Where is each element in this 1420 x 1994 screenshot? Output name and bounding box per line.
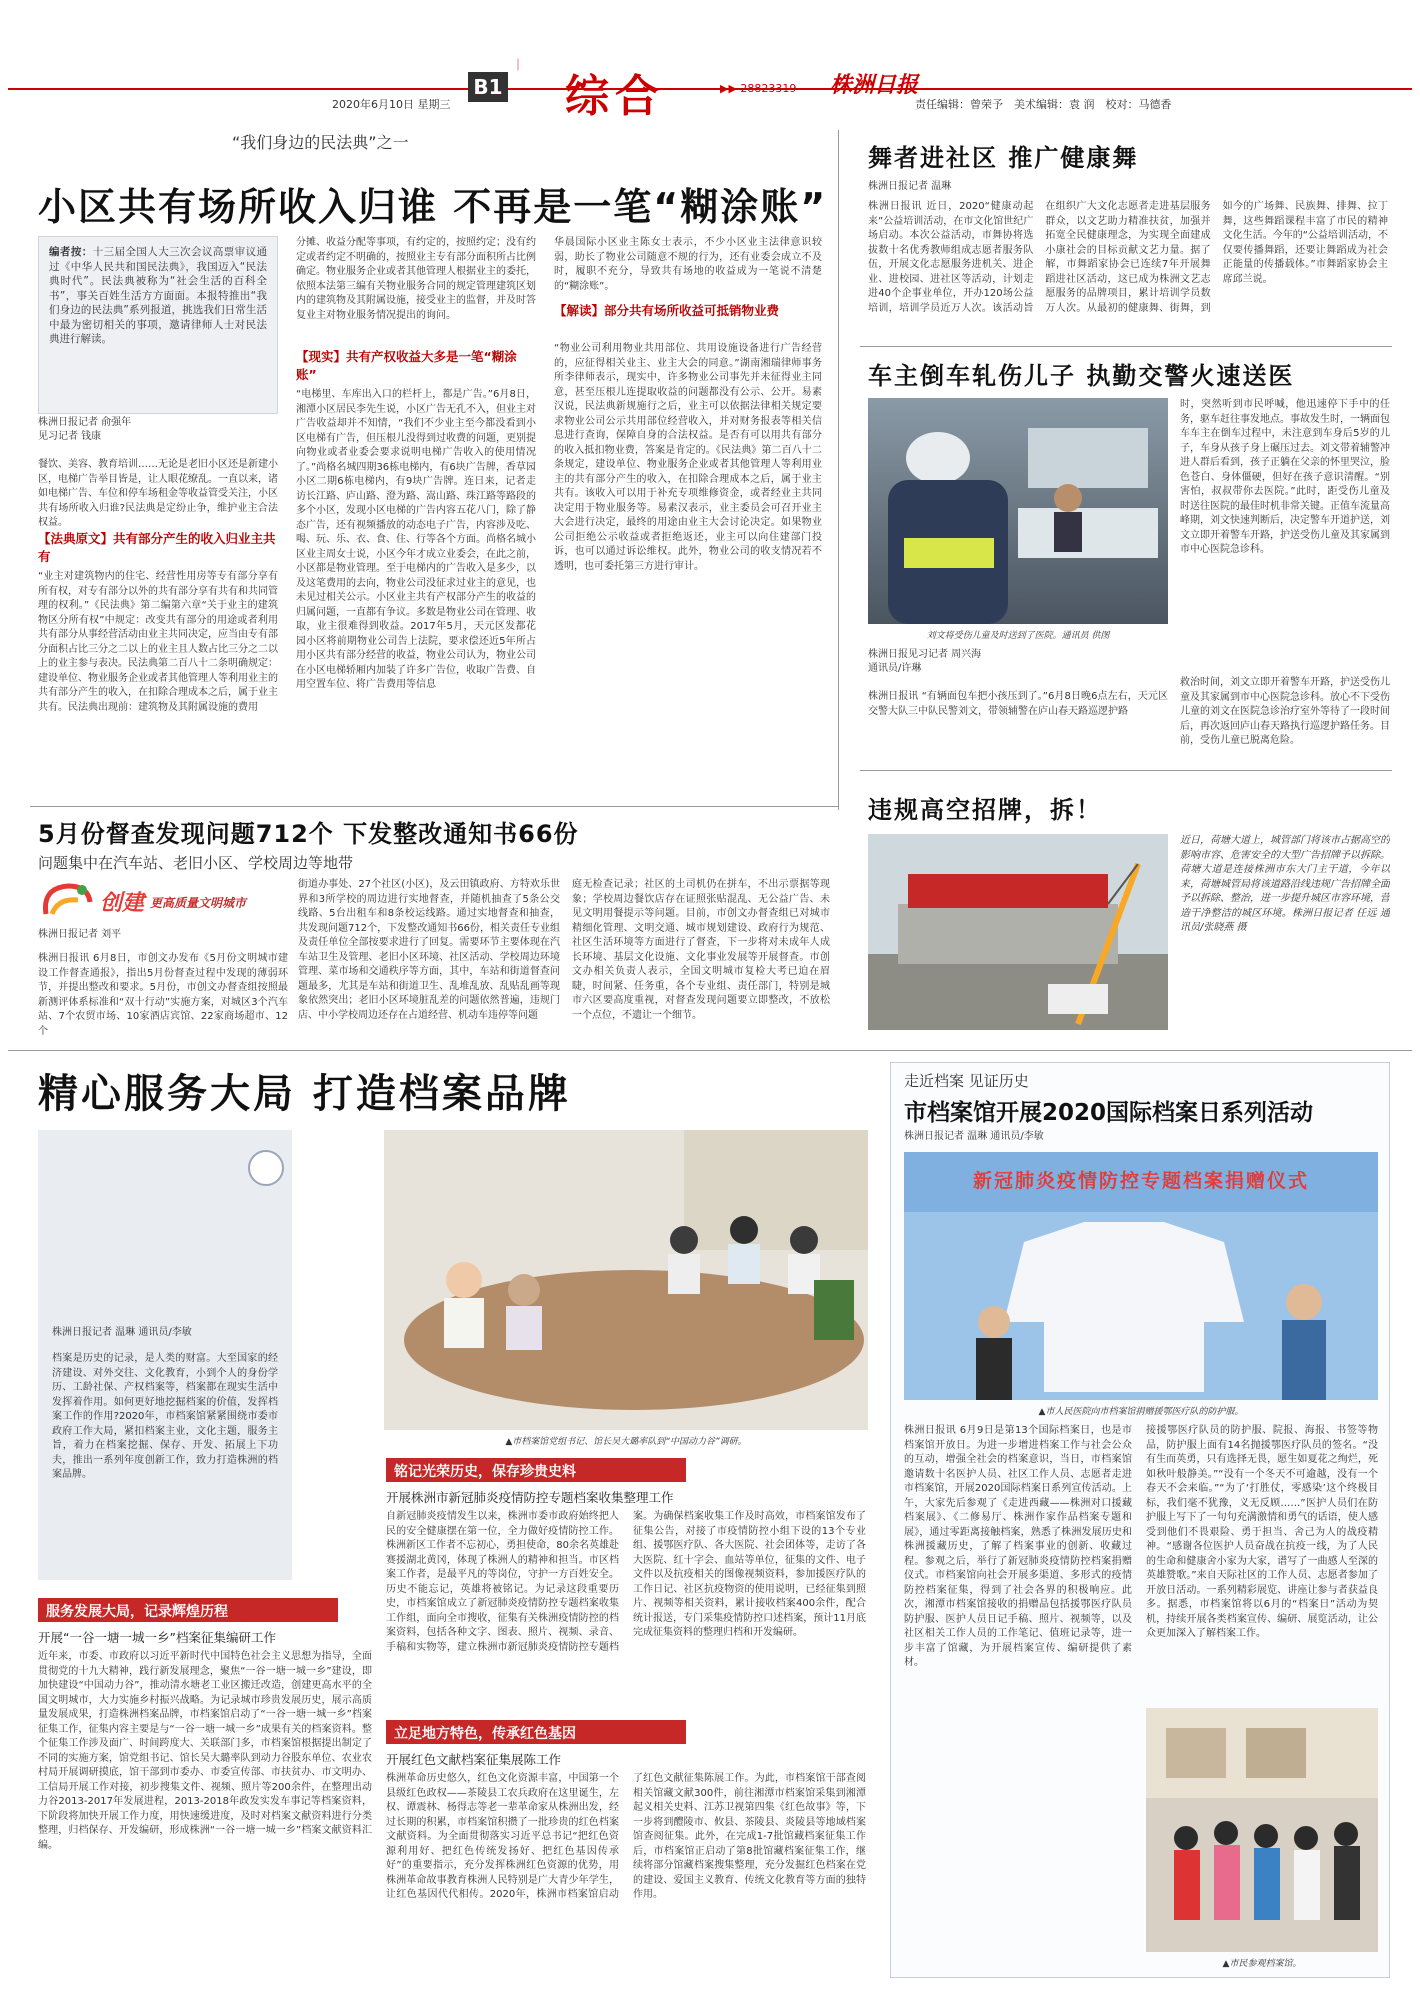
sec2-text: 自新冠肺炎疫情发生以来，株洲市委市政府始终把人民的安全健康摆在第一位，全力做好疫情防控工作。株洲新区工作者不忘初心，勇担使命，80余名英雄赴赛援湖北黄冈，体现了株洲人的精神和担当。市区档案工作者，是最平凡的等岗位，守护一方百姓安全。历史不能忘记，英雄将被铭记。为记录这段重要历史，市档案馆成立了新冠肺炎疫情防控专题档案收集工作组，面向全市搜收，征集有关株洲疫情防控的档案资料，包括各种文字、图表、照片、视频、录音、手稿和实物等，建立株洲市新冠肺炎疫情防控专题档案。为确保档案收集工作及时高效，市档案馆发布了征集公告，对接了市疫情防控小组下设的13个专业组、援鄂医疗队、各大医院、社会团体等，走访了各大医院、红十字会、血站等单位，征集的文件、电子文件以及抗疫相关的图像视频资料，参加援医疗队的工作日记、社区抗疫物资的使用说明，已经征集到照片、视频等相关资料，累计接收档案400余件，配合统计报送，专门采集疫情防控口述档案，预计11月底完成征集资料的整理归档和开发编研。 xyxy=(386,1511,866,1653)
article3-lead: 株洲日报讯 “有辆面包车把小孩压到了。”6月8日晚6点左右，天元区交警大队三中队民警刘文，带领辅警在庐山春天路巡逻护路 xyxy=(868,691,1168,717)
civilization-logo-text: 创建 xyxy=(100,891,145,916)
article4-caption: 近日，荷塘大道上，城管部门将该市占据高空的影响市容、危害安全的大型广告招牌予以拆除。荷塘大道是连接株洲市东大门主干道，今年以来，荷塘城管局将该道路沿线违规广告招牌全面予以拆除、整治，进一步提升城区市容环境，营造干净整洁的城区环境。株洲日报记者 任远 通讯员/张晓燕 摄 xyxy=(1180,835,1390,933)
article3-title: 车主倒车轧伤儿子 执勤交警火速送医 xyxy=(868,362,1295,390)
article-divider xyxy=(30,806,838,807)
article7-text2: 接援鄂医疗队员的防护服、院报、海报、书签等物品，防护服上面有14名抛援鄂医疗队员的签名。“没有生而英勇，只有选择无畏，愿生如夏花之绚烂，死如秋叶般静美。”“没有一个冬天不可逾越，没有一个春天不会来临。”“为了‘打胜仗，零感染’这个终极目标，我们毫不犹豫，义无反顾……”医护人员们在防护服上写下了一句句充满激情和勇气的话语，使人感受到他们不畏艰险、勇于担当、舍己为人的战疫精神。“感谢各位医护人员奋战在抗疫一线，为了人民的生命和健康舍小家为大家，谱写了一曲感人至深的英雄赞歌。”来自天际社区的工作人员、志愿者参加了开放日活动。一系列精彩展览、讲座让参与者获益良多。据悉，市档案馆将以6月的“档案日”活动为契机，持续开展各类档案宣传、编研、展览活动，让公众更加深入了解档案工作。 xyxy=(1146,1425,1378,1639)
article1-text1: “业主对建筑物内的住宅、经营性用房等专有部分享有所有权，对专有部分以外的共有部分享有共有和共同管理的权利。”《民法典》第二编第六章“关于业主的建筑物区分所有权”中规定：改变共有部分的用途或者利用共有部分从事经营活动由业主共同决定，应当由专有部分面积占比三分之二以上的业主且人数占比三分之二以上的业主参与表决。民法典第二百八十二条明确规定：建设单位、物业服务企业或者其他管理人等利用业主的共有部分产生的收入，在扣除合理成本之后，属于业主共有。民法典出现前：建筑物及其附属设施的费用 xyxy=(38,571,278,713)
article7-title: 市档案馆开展2020国际档案日系列活动 xyxy=(904,1100,1314,1126)
article7-kicker: 走近档案 见证历史 xyxy=(904,1072,1029,1090)
sec3-text: 株洲革命历史悠久，红色文化资源丰富，中国第一个县级红色政权——茶陵县工农兵政府在这里诞生，左权、谭震林、杨得志等老一辈革命家从株洲出发，经过长期的积累，市档案馆积攒了一批珍贵的红色档案文献资料。为全面贯彻落实习近平总书记“把红色资源利用好、把红色传统发扬好、把红色基因传承好”的重要指示，充分发挥株洲红色资源的优势，用株洲革命故事教育株洲人民特别是广大青少年学生，让红色基因代代相传。2020年，株洲市档案馆启动了红色文献征集陈展工作。为此，市档案馆干部查阅相关馆藏文献300件，前往湘潭市档案馆采集到湘潭起义相关史料、江苏卫视第四集《红色故事》等，下一步将到醴陵市、攸县、茶陵县、炎陵县等地域档案馆查阅征集。此外，在完成1-7批馆藏档案征集工作后，市档案馆正启动了第8批馆藏档案征集工作，继续将部分馆藏档案搜集整理，充分发掘红色档案在党的建设、爱国主义教育、传统文化教育等方面的独特作用。 xyxy=(386,1773,866,1900)
article7-text: 株洲日报讯 6月9日是第13个国际档案日，也是市档案馆开放日。为进一步增进档案工作与社会公众的互动，增强全社会的档案意识，当日，市档案馆邀请数十名医护人员、社区工作人员、志愿者走进市档案馆，开展2020国际档案日系列宣传活动。上午，大家先后参观了《走进西藏——株洲对口援藏档案展》、《二修易厅、株洲作家作品档案专题和展》，通过零距离接触档案，熟悉了株洲发展历史和株洲援藏历史，了解了档案事业的创新、收藏过程。参观之后，举行了新冠肺炎疫情防控档案捐赠仪式。市档案馆向社会开展多渠道、多形式的疫情防控档案征集，得到了社会各界的积极响应。此次，湘潭市档案馆接收的捐赠品包括援鄂医疗队员防护服、医护人员日记手稿、照片、视频等，以及社区相关工作人员的工作笔记、值班记录等，进一步丰富了馆藏，为开展档案宣传、编研提供了素材。 xyxy=(904,1425,1132,1668)
sec3-banner xyxy=(386,1720,686,1744)
article1-title: 小区共有场所收入归谁 不再是一笔“糊涂账” xyxy=(38,185,828,229)
article1-byline: 株洲日报记者 俞强年 见习记者 钱康 xyxy=(38,417,132,442)
article1-sub1: 【法典原文】共有部分产生的收入归业主共有 xyxy=(38,531,276,564)
sec2-title: 铭记光荣历史，保存珍贵史料 xyxy=(394,1464,576,1480)
article2-byline: 株洲日报记者 温琳 xyxy=(868,181,952,192)
article6-intro: 档案是历史的记录，是人类的财富。大至国家的经济建设、对外交往、文化教育，小到个人的身份学历、工龄社保、产权档案等，档案都在现实生活中发挥着作用。如何更好地挖掘档案的价值，发挥档案工作的作用?2020年，市档案馆紧紧围绕市委市政府工作大局，紧扣档案主业，文化主题，服务主旨，着力在档案挖掘、保存、开发、拓展上下功夫，推出一系列年度创新工作，致力打造株洲的档案品牌。 xyxy=(52,1353,278,1480)
article3-text-right: 时，突然听到市民呼喊，他迅速停下手中的任务，驱车赶往事发地点。事故发生时，一辆面包车车主在倒车过程中，未注意到车身后5岁的儿子，车身从孩子身上碾压过去。刘文带着辅警冲进人群后看到，孩子正躺在父亲的怀里哭泣，脸色苍白、身体僵硬，但好在孩子意识清醒。“别害怕，叔叔带你去医院。”此时，距受伤儿童及时送往医院的最佳时机非常关键。正值车流量高峰期，刘文快速判断后，决定警车开道护送，刘文立即开着警车开路，护送受伤儿童及其家属到市中心医院急诊科。 xyxy=(1180,399,1390,555)
paper-logo: 株洲日报 xyxy=(830,72,919,98)
header-staff: 责任编辑：曾荣予 美术编辑：袁 润 校对：马德香 xyxy=(915,98,1172,111)
article2-title: 舞者进社区 推广健康舞 xyxy=(868,144,1139,172)
tag-hole-icon xyxy=(248,1150,284,1186)
article3-text-bottom: 救治时间，刘文立即开着警车开路，护送受伤儿童及其家属到市中心医院急诊科。放心不下受伤儿童的刘文在医院急诊治疗室外等待了一段时间后，再次返回庐山春天路执行巡逻护路任务。目前，受伤儿童已脱离危险。 xyxy=(1180,677,1390,746)
article6-byline: 株洲日报记者 温琳 通讯员/李敏 xyxy=(52,1327,192,1338)
sec3-sub: 开展红色文献档案征集展陈工作 xyxy=(386,1752,562,1767)
sec3-title: 立足地方特色，传承红色基因 xyxy=(394,1726,576,1742)
sec1-text: 近年来，市委、市政府以习近平新时代中国特色社会主义思想为指导，全面贯彻党的十九大精神，践行新发展理念，聚焦“一谷一塘一城一乡”建设，即加快建设“中国动力谷”，推动清水塘老工业区搬迁改造，创建更高水平的全国文明城市，大力实施乡村振兴战略。为记录城市珍贵发展历史，展示高质量发展成果，打造株洲档案品牌，市档案馆启动了“一谷一塘一城一乡”档案征集工作，征集内容主要是与“一谷一塘一城一乡”成果有关的档案资料。整个征集工作涉及面广、时间跨度大、关联部门多，市档案馆根据提出制定了不同的实施方案，馆党组书记、馆长吴大璐率队到动力谷股东单位、农业农村局开展调研摸底，馆干部到市委办、市委宣传部、市扶贫办、市文明办、工信局开展工作对接，初步搜集文件、视频、照片等200余件，在整理出动力谷2013-2017年发展进程，2013-2018年政发实发车事记等档案资料，下阶段将加快开展工作力度，用快速缓进度，及时对档案文献资料进行分类整理，归档保存、开发编研，形成株洲“一谷一塘一城一乡”档案文献资料汇编。 xyxy=(38,1651,372,1851)
article5-col1: 株洲日报讯 6月8日，市创文办发布《5月份文明城市建设工作督查通报》，指出5月份督查过程中发现的薄弱环节，并提出整改和要求。5月份，市创文办督查组按照最新测评体系标准和“双十行动”实施方案，对城区3个汽车站、7个农贸市场、10家酒店宾馆、22家商场超市、12个 xyxy=(38,953,288,1037)
article5-col2: 街道办事处、27个社区(小区)，及云田镇政府、方特欢乐世界和3所学校的周边进行实地督查，并随机抽查了5条公交线路、5台出租车和8条校运线路。通过实地督查和抽查，共发现问题712个，下发整改通知书66份，相关责任专业组及责任单位全部按要求进行了回复。需要环节主要体现在汽车站卫生及管理、老旧小区环境、社区活动、学校周边环境管理、菜市场和交通秩序等方面，其中，车站和街道督查问题最多，尤其是车站和街道卫生、乱堆乱放、乱贴乱画等现象依然突出；老旧小区环境脏乱差的问题依然普遍，违规门店、中小学校周边还存在占道经营、机动车违停等问题 xyxy=(298,879,560,1021)
section-title: 综合 xyxy=(565,71,665,122)
header-phone: ▶▶ 28823319 xyxy=(720,82,797,95)
sec2-sub: 开展株洲市新冠肺炎疫情防控专题档案收集整理工作 xyxy=(386,1490,674,1505)
header-date: 2020年6月10日 星期三 xyxy=(332,98,451,111)
article1-lead: 餐饮、美容、教育培训……无论是老旧小区还是新建小区，电梯广告举目皆是，让人眼花缭乱。一直以来，诸如电梯广告、车位和停车场租金等收益管受关注，小区共有场所收入归谁?民法典是定纷止争，维护业主合法权益。 xyxy=(38,459,278,528)
header-rule xyxy=(8,88,1412,90)
article6-photo-caption: ▲市档案馆党组书记、馆长吴大璐率队到“中国动力谷”调研。 xyxy=(505,1437,747,1447)
article-divider xyxy=(860,770,1392,771)
article1-col3a: 华晨国际小区业主陈女士表示，不少小区业主法律意识较弱，助长了物业公司随意不规的行为，还有业委会成立不及时，履职不充分，导致共有场地的收益成为一笔说不清楚的“糊涂账”。 xyxy=(554,237,822,292)
article1-col2a: 分摊、收益分配等事项，有约定的，按照约定；没有约定或者约定不明确的，按照业主专有部分面积所占比例确定。物业服务企业或者其他管理人根据业主的委托，依照本法第三编有关物业服务合同的规定管理建筑区划内的建筑物及其附属设施，接受业主的监督，并及时答复业主对物业服务情况提出的询问。 xyxy=(296,237,536,321)
archive-tag-card xyxy=(38,1130,292,1580)
article2-text: 株洲日报讯 近日，2020“健康动起来”公益培训活动，在市文化馆世纪广场启动。本次公益活动，市舞协将选拔数十名优秀教师组成志愿者服务队伍，开展文化志愿服务进机关、进企业、进校园、进社区等活动，计划走进40个企事业单位，开办120场公益培训，培训学员近万人次。该活动旨在组织广大文化志愿者走进基层服务群众，以文艺助力精准扶贫，加强并拓宽全民健康理念，为实现全面建成小康社会的目标贡献文艺力量。据了解，市舞蹈家协会已连续7年开展舞蹈进社区活动，这已成为株洲文艺志愿服务的品牌项目，累计培训学员数万人次。从最初的健康舞、街舞，到如今的广场舞、民族舞、排舞、拉丁舞，这些舞蹈课程丰富了市民的精神文化生活。今年的“公益培训活动，不仅要传播舞蹈，还要让舞蹈成为社会正能量的传播载体。”市舞蹈家协会主席邱兰说。 xyxy=(868,201,1388,314)
article7-byline: 株洲日报记者 温琳 通讯员/李敏 xyxy=(904,1131,1044,1142)
page-number: B1 xyxy=(468,72,508,102)
sec2-banner xyxy=(386,1458,686,1482)
section-divider xyxy=(8,1050,1412,1051)
article5-title: 5月份督查发现问题712个 下发整改通知书66份 xyxy=(38,820,579,848)
sec1-title: 服务发展大局，记录辉煌历程 xyxy=(46,1604,228,1620)
civilization-logo xyxy=(38,878,288,922)
billboard-removal-photo xyxy=(868,834,1168,1030)
article4-title: 违规高空招牌，拆！ xyxy=(868,796,1102,824)
article1-sub3: 【解读】部分共有场所收益可抵销物业费 xyxy=(554,303,780,318)
sec1-banner xyxy=(38,1598,338,1622)
article6-title: 精心服务大局 打造档案品牌 xyxy=(38,1071,571,1117)
article1-col2b: “电梯里、车库出入口的栏杆上，都是广告。”6月8日，湘潭小区居民李先生说，小区广告无孔不入，但业主对广告收益却并不知情，“我们不少业主至今都没看到小区电梯有广告，但压根儿没得到过收费的问题，更别提向物业或者业委会要求说明电梯广告收入的使用情况了。”尚格名城四期36栋电梯内，有6块广告牌，香草园小区二期6栋电梯内，有9块广告牌。连日来，记者走访长江路、庐山路、澄为路、嵩山路、珠江路等路段的多个小区，发现小区电梯的广告内容五花八门，除了静态广告，还有视频播放的动态电子广告，内容涉及吃、喝、玩、乐、衣、食、住、行等各个方面。尚格名城小区业主周女士说，小区今年才成立业委会，在此之前，小区都是物业管理。至于电梯内的广告收入是多少，以及这笔费用的去向，物业公司没征求过业主的意见，也未见过相关公示。小区业主共有产权部分产生的收益的归属问题，一直都有争议。多数是物业公司在管理、收取，业主很难得到收益。2017年5月，天元区发都花园小区将前期物业公司告上法院，要求偿还近5年所占用小区共有部分经营的收益，物业公司认为，物业公司在小区电梯轿厢内加装了许多广告位，收取广告费、自用空置车位、将广告费用等信息 xyxy=(296,389,536,690)
civilization-logo-sub: 更高质量文明城市 xyxy=(150,896,247,910)
article7-photo1-caption: ▲市人民医院向市档案馆捐赠援鄂医疗队的防护服。 xyxy=(1038,1407,1244,1417)
article3-photo-caption: 刘文将受伤儿童及时送到了医院。通讯员 供图 xyxy=(926,631,1110,641)
article1-col3b: “物业公司利用物业共用部位、共用设施设备进行广告经营的，应征得相关业主、业主大会的同意。”湖南湘瑞律师事务所李律师表示，现实中，许多物业公司事先并未征得业主同意，甚至压根儿连提取收益的问题都没有公示、公开。易素汉说，民法典新规施行之后，业主可以依据法律相关规定要求物业公司公示共用部位经营收入，并对财务报表等相关信息进行查询，保障自身的合法权益。是否有可以用共有部分的收入抵扣物业费，答案是肯定的。《民法典》第二百八十二条规定，建设单位、物业服务企业或者其他管理人等利用业主的共有部分产生的收入，在扣除合理成本之后，属于业主共有。该收入可以用于补充专项维修资金，或者经业主共同决定用于物业服务等。易素汉表示，业主委员会可召开业主大会进行决定，最终的用途由业主大会讨论决定。如果物业公司拒绝公示收益或者拒绝返还，业主可以向住建部门投诉，也可以通过诉讼维权。此外，物业公司的收支情况若不透明，也可委托第三方进行审计。 xyxy=(554,343,822,572)
article5-byline: 株洲日报记者 刘平 xyxy=(38,929,122,940)
article-divider xyxy=(860,346,1392,347)
visitors-photo xyxy=(1146,1708,1378,1952)
photo1-banner: 新冠肺炎疫情防控专题档案捐赠仪式 xyxy=(972,1170,1309,1192)
editor-note-box xyxy=(38,236,278,414)
article7-photo2-caption: ▲市民参观档案馆。 xyxy=(1222,1959,1302,1969)
column-divider xyxy=(838,130,839,810)
meeting-photo xyxy=(384,1130,868,1430)
traffic-police-photo xyxy=(868,398,1168,624)
editor-note: 编者按：十三届全国人大三次会议高票审议通过《中华人民共和国民法典》，我国迈入“民法典时代”。民法典被称为“社会生活的百科全书”，事关百姓生活方方面面。本报特推出“我们身边的民法典”系列报道，挑选我们日常生活中最为密切相关的事项，邀请律师人士对民法典进行解读。 xyxy=(49,246,268,345)
article1-kicker: “我们身边的民法典”之一 xyxy=(232,133,409,152)
article3-byline: 株洲日报见习记者 周兴海 通讯员/许琳 xyxy=(868,649,982,674)
donation-ceremony-photo xyxy=(904,1152,1378,1400)
article1-sub2: 【现实】共有产权收益大多是一笔“糊涂账” xyxy=(296,349,517,382)
sec1-sub: 开展“一谷一塘一城一乡”档案征集编研工作 xyxy=(38,1630,276,1645)
article5-col3: 庭无检查记录；社区的土司机仍在拼车，不出示票据等现象；学校周边餐饮店存在证照张贴混乱、无公益广告、未见文明用餐提示等问题。目前，市创文办督查组已对城市精细化管理、文明交通、城市规划建设、政府行为规范、社区生活环境等方面进行了督查，下一步将对未成年人成长环境、基层文化设施、文化事业发展等开展督查。市创文办相关负责人表示，全国文明城市复检大考已迫在眉睫，时间紧、任务重，各个专业组、责任部门，特别是城市六区要高度重视，对督查发现问题要立即整改，不放松一个点位，不遗让一个细节。 xyxy=(572,879,830,1021)
civilization-logo-icon xyxy=(38,878,98,922)
article5-subtitle: 问题集中在汽车站、老旧小区、学校周边等地带 xyxy=(38,854,354,872)
